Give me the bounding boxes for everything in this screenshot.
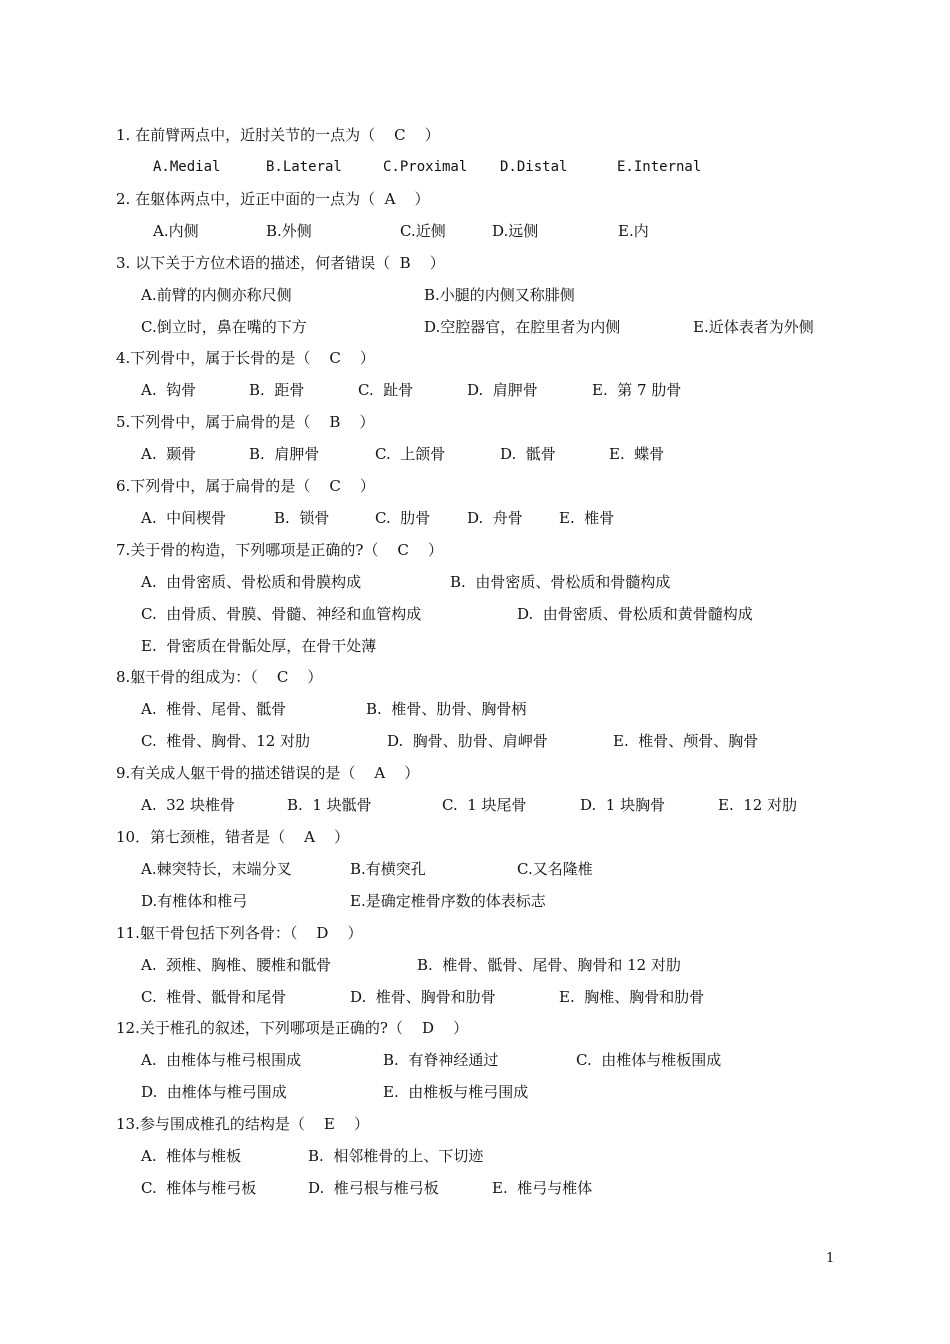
question-12-stem: 12.关于椎孔的叙述，下列哪项是正确的?（ D ）	[116, 1019, 469, 1037]
question-10-option-c: C.又名隆椎	[517, 860, 593, 878]
question-10-option-d: D.有椎体和椎弓	[141, 892, 248, 910]
question-2-option-d: D.远侧	[492, 222, 539, 240]
question-10-option-a: A.棘突特长，末端分叉	[141, 860, 292, 878]
question-5-option-e: E. 蝶骨	[609, 445, 665, 463]
question-12-option-c: C. 由椎体与椎板围成	[576, 1051, 722, 1069]
question-4-stem: 4.下列骨中，属于长骨的是（ C ）	[116, 349, 375, 367]
question-10-stem: 10．第七颈椎，错者是（ A ）	[116, 828, 350, 846]
question-6-option-d: D. 舟骨	[467, 509, 523, 527]
question-3-stem: 3. 以下关于方位术语的描述，何者错误（ B ）	[116, 254, 445, 272]
question-9-option-e: E. 12 对肋	[718, 796, 798, 814]
question-11-option-e: E. 胸椎、胸骨和肋骨	[559, 988, 705, 1006]
question-1-option-b: B.Lateral	[266, 159, 342, 175]
question-8-option-e: E. 椎骨、颅骨、胸骨	[613, 732, 759, 750]
question-9-option-b: B. 1 块骶骨	[287, 796, 372, 814]
question-9-stem: 9.有关成人躯干骨的描述错误的是（ A ）	[116, 764, 420, 782]
question-11-option-a: A. 颈椎、胸椎、腰椎和骶骨	[141, 956, 332, 974]
question-1-option-a: A.Medial	[153, 159, 221, 175]
question-4-option-b: B. 距骨	[249, 381, 305, 399]
question-6-stem: 6.下列骨中，属于扁骨的是（ C ）	[116, 477, 375, 495]
question-4-option-d: D. 肩胛骨	[467, 381, 538, 399]
question-5-option-c: C. 上颌骨	[375, 445, 446, 463]
question-7-stem: 7.关于骨的构造，下列哪项是正确的?（ C ）	[116, 541, 443, 559]
question-5-option-d: D. 骶骨	[500, 445, 556, 463]
question-2-stem: 2. 在躯体两点中，近正中面的一点为（ A ）	[116, 190, 430, 208]
question-1-option-c: C.Proximal	[383, 159, 468, 175]
question-9-option-d: D. 1 块胸骨	[580, 796, 666, 814]
question-3-option-c: C.倒立时，鼻在嘴的下方	[141, 318, 307, 336]
question-5-stem: 5.下列骨中，属于扁骨的是（ B ）	[116, 413, 375, 431]
question-13-option-c: C. 椎体与椎弓板	[141, 1179, 257, 1197]
question-13-option-a: A. 椎体与椎板	[141, 1147, 242, 1165]
question-12-option-b: B. 有脊神经通过	[383, 1051, 499, 1069]
question-3-option-d: D.空腔器官，在腔里者为内侧	[424, 318, 621, 336]
question-8-stem: 8.躯干骨的组成为：（ C ）	[116, 668, 323, 686]
question-11-option-c: C. 椎骨、骶骨和尾骨	[141, 988, 287, 1006]
question-6-option-a: A. 中间楔骨	[141, 509, 227, 527]
question-13-option-d: D. 椎弓根与椎弓板	[308, 1179, 439, 1197]
question-9-option-c: C. 1 块尾骨	[442, 796, 527, 814]
question-10-option-e: E.是确定椎骨序数的体表标志	[350, 892, 546, 910]
question-12-option-d: D. 由椎体与椎弓围成	[141, 1083, 287, 1101]
question-4-option-e: E. 第 7 肋骨	[592, 381, 682, 399]
question-11-stem: 11.躯干骨包括下列各骨：（ D ）	[116, 924, 363, 942]
question-3-option-a: A.前臂的内侧亦称尺侧	[141, 286, 292, 304]
question-4-option-a: A. 钩骨	[141, 381, 197, 399]
question-8-option-b: B. 椎骨、肋骨、胸骨柄	[366, 700, 527, 718]
question-5-option-a: A. 颞骨	[141, 445, 197, 463]
question-8-option-d: D. 胸骨、肋骨、肩岬骨	[387, 732, 548, 750]
question-6-option-e: E. 椎骨	[559, 509, 615, 527]
question-7-option-a: A. 由骨密质、骨松质和骨膜构成	[141, 573, 362, 591]
question-13-option-b: B. 相邻椎骨的上、下切迹	[308, 1147, 484, 1165]
question-5-option-b: B. 肩胛骨	[249, 445, 320, 463]
question-6-option-c: C. 肋骨	[375, 509, 431, 527]
question-1-stem: 1. 在前臂两点中，近肘关节的一点为（ C ）	[116, 126, 440, 144]
question-7-option-c: C. 由骨质、骨膜、骨髓、神经和血管构成	[141, 605, 422, 623]
question-2-option-e: E.内	[618, 222, 649, 240]
question-12-option-a: A. 由椎体与椎弓根围成	[141, 1051, 302, 1069]
question-2-option-c: C.近侧	[400, 222, 446, 240]
page-number: 1	[826, 1251, 835, 1266]
question-13-stem: 13.参与围成椎孔的结构是（ E ）	[116, 1115, 369, 1133]
question-3-option-e: E.近体表者为外侧	[693, 318, 814, 336]
question-9-option-a: A. 32 块椎骨	[141, 796, 235, 814]
question-2-option-a: A.内侧	[153, 222, 199, 240]
question-4-option-c: C. 趾骨	[358, 381, 414, 399]
question-8-option-c: C. 椎骨、胸骨、12 对肋	[141, 732, 311, 750]
question-2-option-b: B.外侧	[266, 222, 312, 240]
question-10-option-b: B.有横突孔	[350, 860, 426, 878]
question-1-option-d: D.Distal	[500, 159, 568, 175]
question-12-option-e: E. 由椎板与椎弓围成	[383, 1083, 529, 1101]
question-1-option-e: E.Internal	[617, 159, 702, 175]
question-3-option-b: B.小腿的内侧又称腓侧	[424, 286, 575, 304]
question-8-option-a: A. 椎骨、尾骨、骶骨	[141, 700, 287, 718]
question-6-option-b: B. 锁骨	[274, 509, 330, 527]
question-7-option-d: D. 由骨密质、骨松质和黄骨髓构成	[517, 605, 753, 623]
question-13-option-e: E. 椎弓与椎体	[492, 1179, 593, 1197]
question-7-option-e: E. 骨密质在骨骺处厚，在骨干处薄	[141, 637, 377, 655]
question-11-option-d: D. 椎骨、胸骨和肋骨	[350, 988, 496, 1006]
question-7-option-b: B. 由骨密质、骨松质和骨髓构成	[450, 573, 671, 591]
question-11-option-b: B. 椎骨、骶骨、尾骨、胸骨和 12 对肋	[417, 956, 681, 974]
